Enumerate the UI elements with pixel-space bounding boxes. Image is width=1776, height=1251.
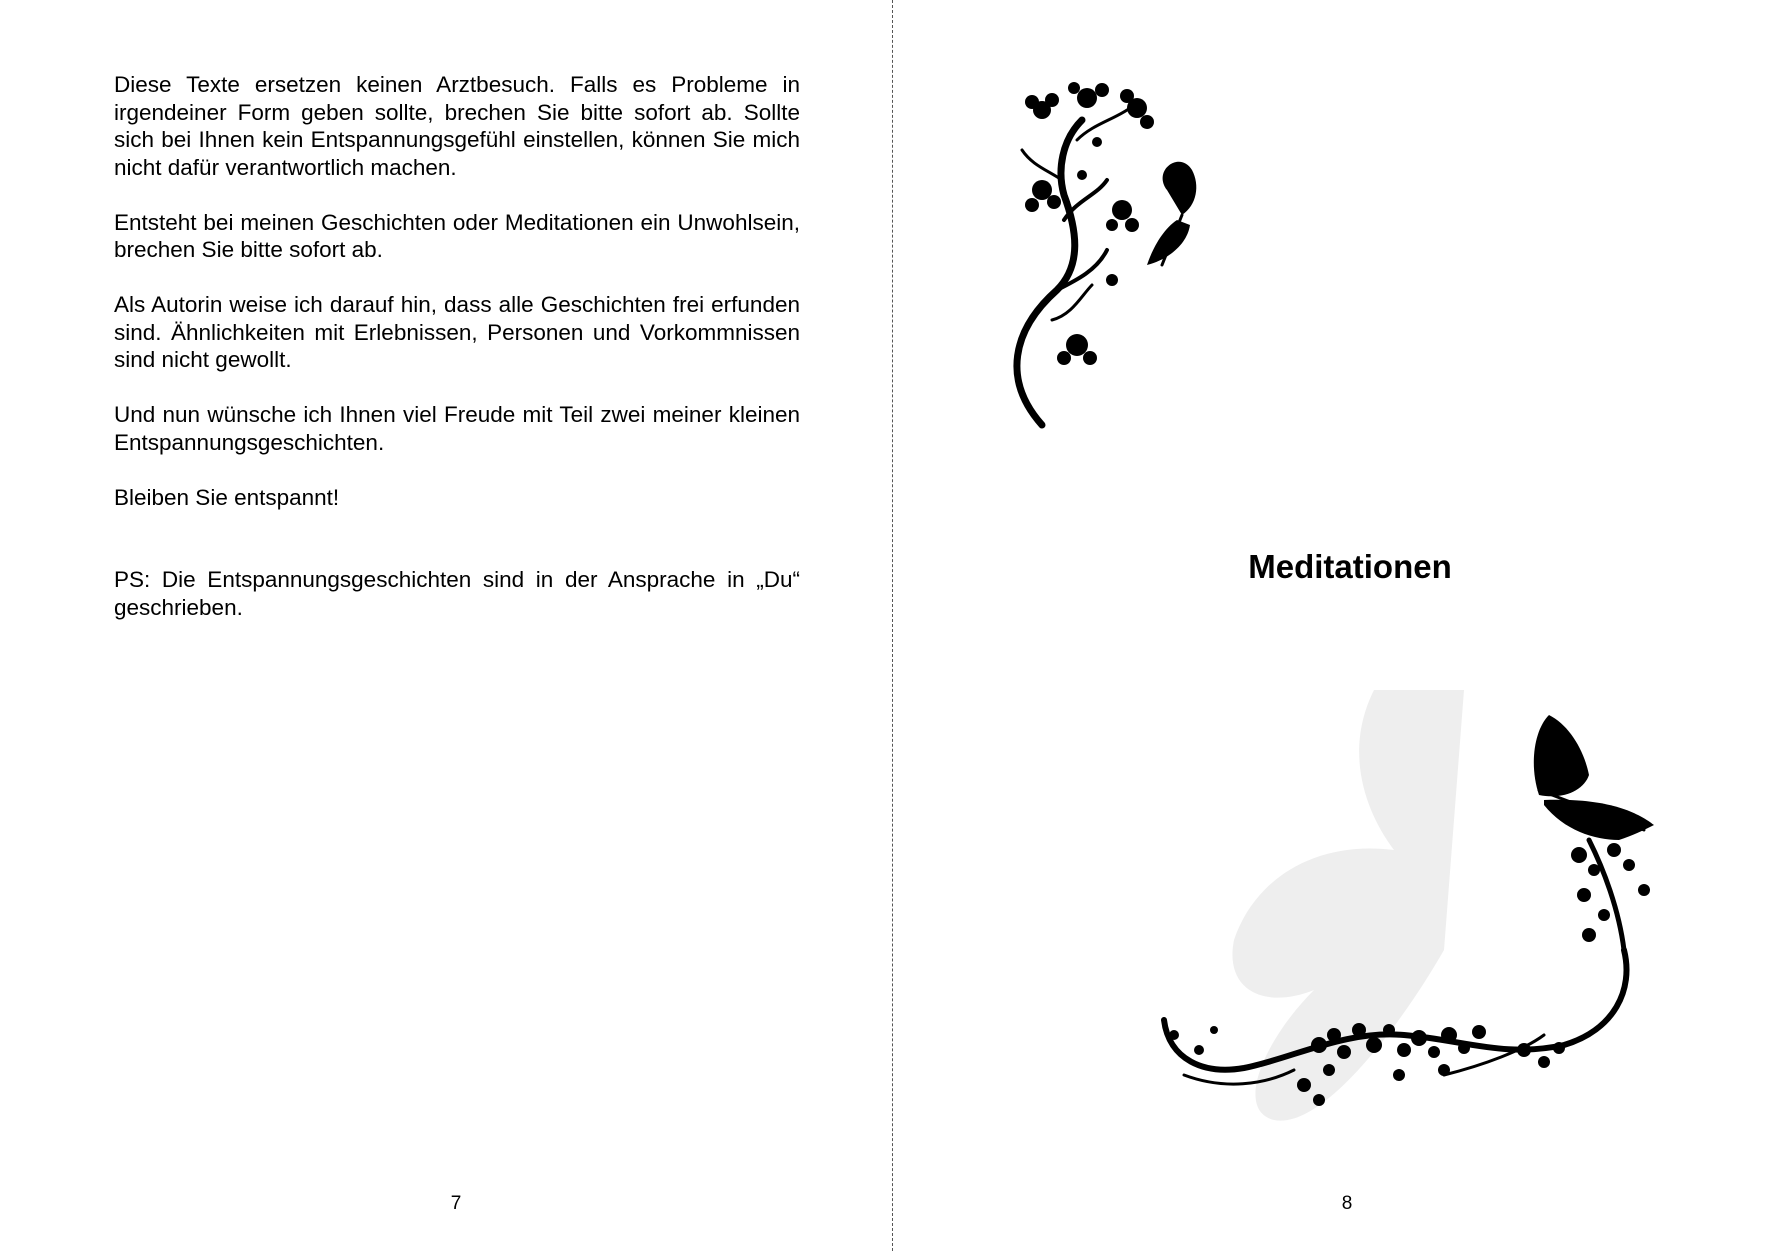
floral-border-bottom-ornament: [1144, 690, 1664, 1180]
paragraph-ps: PS: Die Entspannungsgeschichten sind in der Ansprache in „Du“ geschrieben.: [114, 567, 800, 620]
page-number-left: 7: [450, 1193, 462, 1214]
chapter-title: Meditationen: [1248, 548, 1452, 585]
paragraph-fiction-note: Als Autorin weise ich darauf hin, dass alle Geschichten frei erfunden sind. Ähnlichkeiten mit Erlebnissen, Personen und Vorkommnissen sind nicht gewollt.: [114, 292, 800, 372]
paragraph-closing: Bleiben Sie entspannt!: [114, 484, 340, 510]
vine-stem-icon: [1017, 110, 1127, 425]
page-number-right: 8: [1341, 1193, 1353, 1214]
flower-icon: [1025, 82, 1154, 365]
page-right: [894, 0, 1776, 1251]
butterfly-icon: [1147, 162, 1196, 265]
butterfly-icon: [1534, 715, 1654, 840]
paragraph-discomfort: Entsteht bei meinen Geschichten oder Meditationen ein Unwohlsein, brechen Sie bitte sofort ab.: [114, 209, 800, 262]
paragraph-disclaimer: Diese Texte ersetzen keinen Arztbesuch. Falls es Probleme in irgendeiner Form geben sollte, brechen Sie bitte sofort ab. Sollte sich bei Ihnen kein Entspannungsgefühl einstellen, können Sie mich nicht dafür verantwortlich machen.: [114, 72, 800, 180]
page-gutter-divider: [892, 0, 893, 1251]
paragraph-wishes: Und nun wünsche ich Ihnen viel Freude mit Teil zwei meiner kleinen Entspannungsgeschichten.: [114, 402, 800, 455]
body-text: [114, 71, 800, 649]
floral-vine-top-ornament: [1002, 80, 1202, 430]
